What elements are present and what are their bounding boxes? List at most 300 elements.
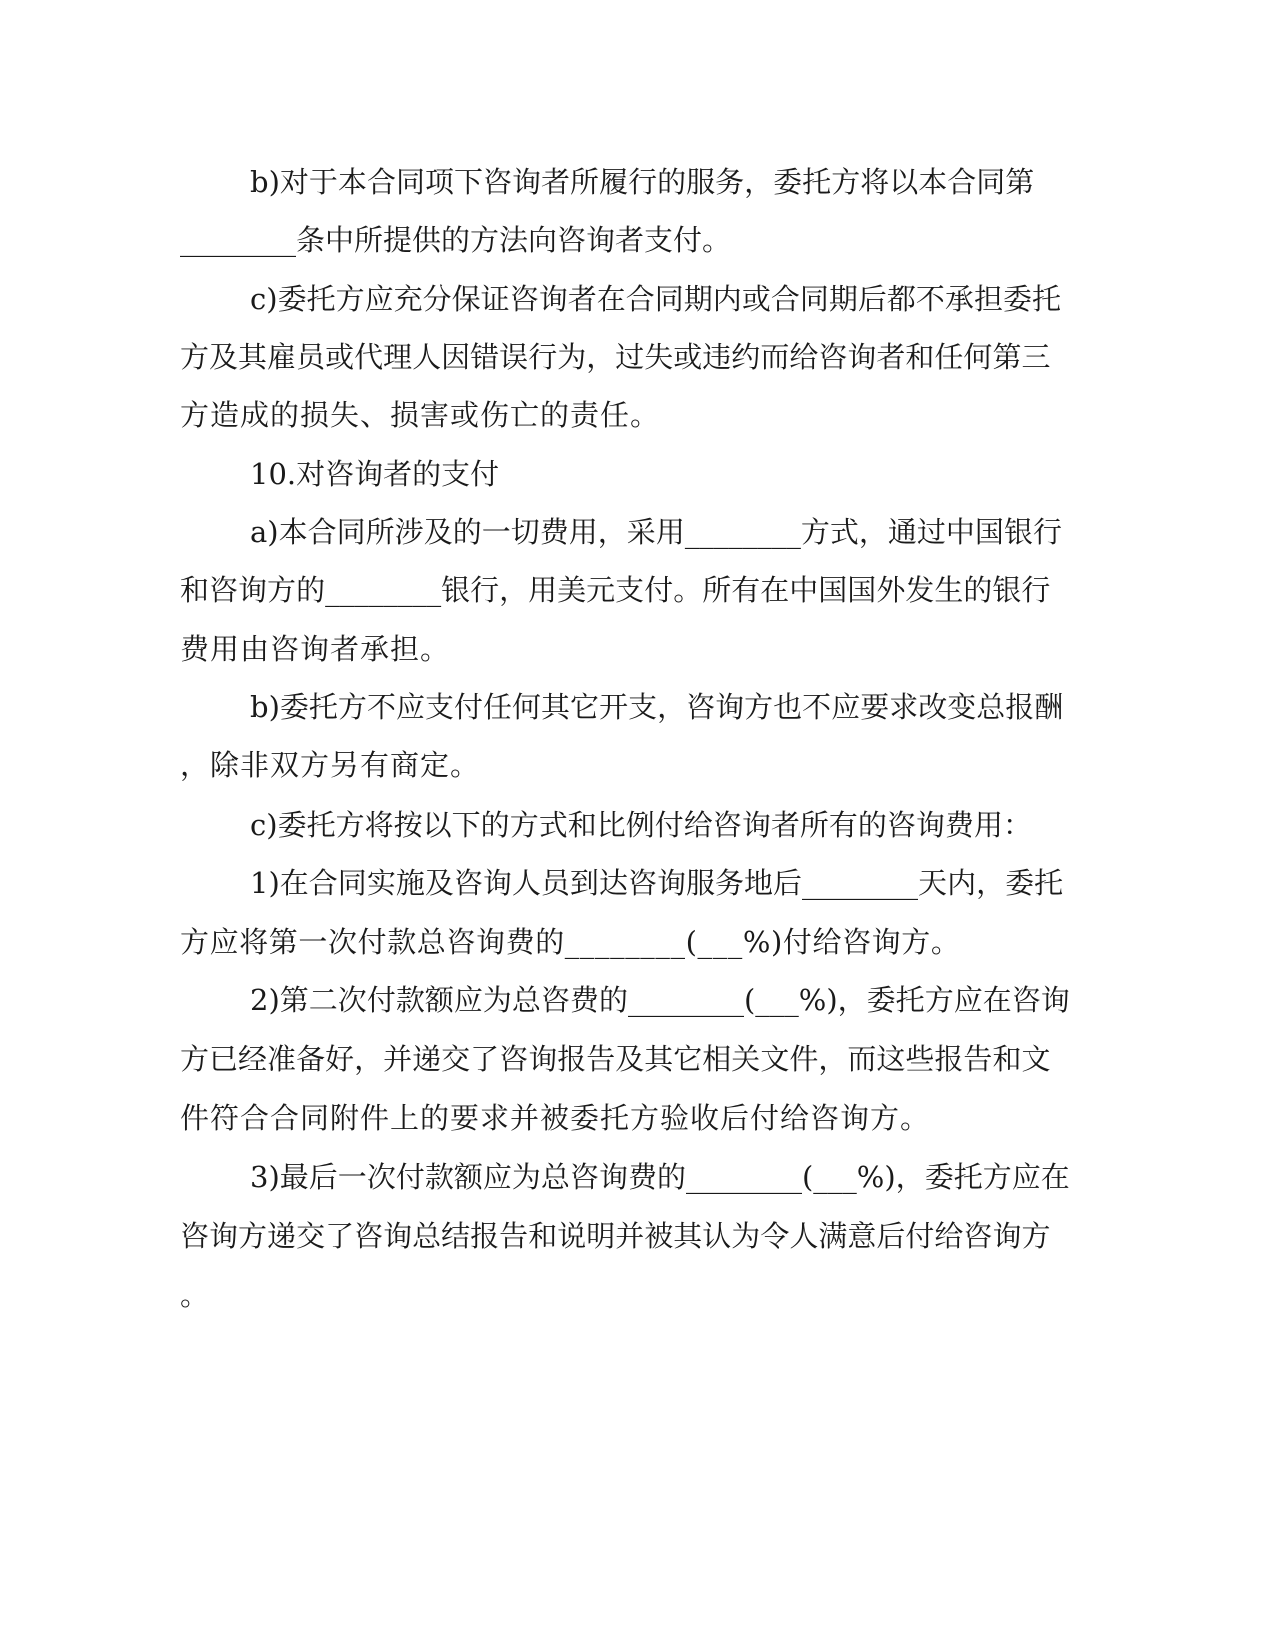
glyph: 应 [395,690,425,724]
item-3-final-payment-line-3: 。 [180,1278,210,1312]
glyph: 服 [685,866,715,900]
glyph: 交 [296,1219,326,1253]
glyph: 达 [598,866,628,900]
glyph: 托 [802,165,832,199]
glyph: 证 [480,282,510,316]
glyph: 次 [337,983,367,1017]
glyph: 失 [644,340,674,374]
glyph: 了 [325,1219,355,1253]
glyph: 询 [528,1042,558,1076]
glyph: 用 [528,573,558,607]
glyph: 款 [424,1160,454,1194]
glyph: 雇 [267,340,297,374]
glyph: 式 [829,515,859,549]
paragraph-a-fees-line-1 [250,515,1062,549]
glyph: 本 [337,165,367,199]
glyph: 误 [499,340,529,374]
glyph: 合 [307,515,337,549]
glyph: 咨 [1011,983,1041,1017]
glyph: c) [250,808,278,842]
glyph: 所 [570,165,600,199]
glyph: 咨 [509,282,539,316]
glyph: 保 [451,282,481,316]
glyph: ： [1002,808,1032,842]
glyph: 告 [499,1219,529,1253]
glyph: 约 [731,340,761,374]
glyph: 地 [744,866,774,900]
glyph: 询 [598,1160,628,1194]
glyph: 相 [702,1042,732,1076]
paragraph-c-guarantee-line-1 [250,282,1061,316]
glyph: 后 [857,282,887,316]
glyph: 报 [557,1042,587,1076]
glyph: 合 [366,165,396,199]
glyph: c) [250,282,278,316]
glyph: 内 [712,282,742,316]
glyph: 委 [279,690,309,724]
item-3-final-payment-line-1 [250,1160,1070,1194]
glyph: 用 [568,515,598,549]
section-heading-payment: 10.对咨询者的支付 [250,457,500,491]
glyph: 付 [654,808,684,842]
glyph: 内 [947,866,977,900]
glyph: 所 [799,808,829,842]
glyph: 1) [250,866,280,900]
glyph: 询 [656,866,686,900]
glyph: 国 [818,573,848,607]
glyph: 给 [683,808,713,842]
glyph: 人 [412,340,442,374]
glyph: 这 [876,1042,906,1076]
glyph: 过 [916,515,946,549]
glyph: 第 [992,340,1022,374]
glyph: 和 [528,1219,558,1253]
glyph: 咨 [209,573,239,607]
glyph: 酬 [1034,690,1064,724]
glyph: 者 [567,282,597,316]
glyph: b) [250,690,280,724]
glyph: 应 [482,1160,512,1194]
glyph: ， [586,340,616,374]
glyph: 的 [657,165,687,199]
glyph: 报 [934,1042,964,1076]
glyph: 询 [992,1219,1022,1253]
glyph: 其 [238,340,268,374]
glyph: 将 [860,165,890,199]
glyph: 合 [770,282,800,316]
glyph: 一 [337,1160,367,1194]
glyph: 咨 [963,1219,993,1253]
glyph: 代 [354,340,384,374]
glyph: 在 [596,282,626,316]
glyph: 错 [470,340,500,374]
glyph: 文 [760,1042,790,1076]
glyph: 了 [470,1042,500,1076]
glyph: 在 [982,983,1012,1017]
glyph: 员 [296,340,326,374]
glyph: 都 [886,282,916,316]
glyph: 务 [715,866,745,900]
glyph: 委 [1005,866,1035,900]
glyph: 后 [876,1219,906,1253]
glyph: 以 [422,808,452,842]
glyph: 其 [673,1219,703,1253]
glyph: 并 [615,1219,645,1253]
glyph: 到 [569,866,599,900]
glyph: 要 [860,690,890,724]
glyph: 并 [383,1042,413,1076]
glyph: 托 [306,808,336,842]
glyph: 总 [540,1160,570,1194]
glyph: 用 [973,808,1003,842]
glyph: 委 [277,282,307,316]
glyph: a) [250,515,279,549]
glyph: 为 [557,340,587,374]
glyph: 及 [209,340,239,374]
glyph: 同 [654,282,684,316]
glyph: 开 [599,690,629,724]
glyph: 咨 [540,983,570,1017]
glyph: 和 [180,573,210,607]
paragraph-a-fees-line-3: 费用由咨询者承担。 [180,632,451,666]
glyph: 方 [180,340,210,374]
glyph: 同 [799,282,829,316]
glyph: 认 [702,1219,732,1253]
glyph: 托 [1034,866,1064,900]
glyph: 何 [512,690,542,724]
glyph: 些 [905,1042,935,1076]
glyph: 为 [731,1219,761,1253]
glyph: 的 [452,515,482,549]
glyph: 以 [889,165,919,199]
item-1-first-payment-line-1 [250,866,1064,900]
glyph: 它 [570,690,600,724]
glyph: 和 [905,340,935,374]
glyph: 和 [992,1042,1022,1076]
glyph: ， [858,515,888,549]
glyph: 同 [336,515,366,549]
glyph: 的 [963,573,993,607]
glyph: 应 [364,282,394,316]
glyph: 者 [541,165,571,199]
glyph: 咨 [569,1160,599,1194]
glyph: 准 [267,1042,297,1076]
glyph: 付 [453,690,483,724]
glyph: 咨 [627,866,657,900]
glyph: 务 [715,165,745,199]
glyph: 式 [538,808,568,842]
glyph: 生 [934,573,964,607]
glyph: 方 [924,983,954,1017]
glyph: 应 [831,690,861,724]
glyph: 在 [279,866,309,900]
glyph: 中 [789,573,819,607]
glyph: 它 [673,1042,703,1076]
glyph: 付 [395,1160,425,1194]
glyph: 美 [557,573,587,607]
glyph: 或 [741,282,771,316]
glyph: 人 [789,1219,819,1253]
glyph: 分 [422,282,452,316]
glyph: 通 [887,515,917,549]
glyph: 方 [267,573,297,607]
glyph: 后 [308,1160,338,1194]
glyph: 支 [615,573,645,607]
glyph: 询 [715,690,745,724]
glyph: 文 [1021,1042,1051,1076]
glyph: 方 [238,1219,268,1253]
glyph: 方 [800,515,830,549]
glyph: 递 [267,1219,297,1253]
glyph: 询 [482,866,512,900]
glyph: 项 [424,165,454,199]
glyph: 总 [412,1219,442,1253]
glyph: 理 [383,340,413,374]
glyph: 例 [625,808,655,842]
paragraph-b-services-line-1 [250,165,1035,199]
glyph: 服 [686,165,716,199]
glyph: 委 [866,983,896,1017]
glyph: 托 [306,282,336,316]
glyph: ________ [802,866,919,900]
glyph: 报 [1005,690,1035,724]
glyph: 咨 [354,1219,384,1253]
glyph: 及 [424,866,454,900]
glyph: 其 [644,1042,674,1076]
glyph: 被 [644,1219,674,1253]
glyph: 的 [598,983,628,1017]
glyph: 后 [773,866,803,900]
glyph: 不 [802,690,832,724]
glyph: ， [499,573,529,607]
glyph: 在 [1040,1160,1070,1194]
glyph: 方 [831,165,861,199]
glyph: 意 [847,1219,877,1253]
glyph: ________ [325,573,442,607]
glyph: 将 [364,808,394,842]
glyph: 对 [279,165,309,199]
glyph: 费 [944,808,974,842]
glyph: 本 [278,515,308,549]
glyph: 合 [625,282,655,316]
glyph: 咨 [712,808,742,842]
glyph: 和 [567,808,597,842]
glyph: 托 [308,690,338,724]
glyph: 本 [918,165,948,199]
glyph: 外 [876,573,906,607]
glyph: 报 [470,1219,500,1253]
glyph: 方 [744,690,774,724]
glyph: 天 [918,866,948,900]
glyph: 因 [441,340,471,374]
glyph: 询 [512,165,542,199]
glyph: 第 [279,983,309,1017]
glyph: 不 [915,282,945,316]
glyph: 或 [325,340,355,374]
glyph: 咨 [686,690,716,724]
glyph: ， [818,1042,848,1076]
glyph: 咨 [453,866,483,900]
glyph: ________(___%) [685,1160,896,1194]
glyph: 额 [424,983,454,1017]
glyph: 委 [924,1160,954,1194]
glyph: 国 [847,573,877,607]
glyph: 已 [209,1042,239,1076]
paragraph-c-schedule-line-1 [250,808,1032,842]
glyph: 元 [586,573,616,607]
glyph: 采 [626,515,656,549]
glyph: 二 [308,983,338,1017]
glyph: 而 [760,340,790,374]
glyph: 的 [656,1160,686,1194]
glyph: 也 [773,690,803,724]
glyph: 行 [1021,573,1051,607]
glyph: 有 [731,573,761,607]
glyph: 咨 [499,1042,529,1076]
glyph: 。 [673,573,703,607]
glyph: 涉 [394,515,424,549]
glyph: 方 [335,808,365,842]
glyph: 总 [511,983,541,1017]
glyph: 应 [953,983,983,1017]
glyph: 结 [441,1219,471,1253]
glyph: 件 [789,1042,819,1076]
glyph: 担 [973,282,1003,316]
glyph: 合 [947,165,977,199]
glyph: 方 [509,808,539,842]
glyph: 额 [453,1160,483,1194]
glyph: 为 [511,1160,541,1194]
item-2-second-payment-line-2 [180,1042,1051,1076]
glyph: 的 [480,808,510,842]
glyph: 者 [876,340,906,374]
glyph: 款 [395,983,425,1017]
glyph: 何 [963,340,993,374]
glyph: 行 [628,165,658,199]
glyph: 咨 [180,1219,210,1253]
glyph: 次 [366,1160,396,1194]
glyph: 充 [393,282,423,316]
glyph: ________ [684,515,801,549]
glyph: 任 [934,340,964,374]
glyph: 应 [1011,1160,1041,1194]
glyph: 付 [366,983,396,1017]
glyph: 按 [393,808,423,842]
glyph: 同 [395,165,425,199]
glyph: 最 [279,1160,309,1194]
glyph: 方 [982,1160,1012,1194]
glyph: 合 [308,866,338,900]
glyph: 行 [1032,515,1062,549]
glyph: 求 [889,690,919,724]
glyph: 中 [945,515,975,549]
glyph: 所 [365,515,395,549]
glyph: 过 [615,340,645,374]
glyph: 用 [655,515,685,549]
glyph: 交 [441,1042,471,1076]
glyph: 银 [441,573,471,607]
glyph: 费 [569,983,599,1017]
glyph: 比 [596,808,626,842]
glyph: 支 [424,690,454,724]
glyph: 下 [451,808,481,842]
glyph: 及 [423,515,453,549]
glyph: 银 [992,573,1022,607]
glyph: 方 [337,690,367,724]
glyph: 银 [1003,515,1033,549]
glyph: 国 [974,515,1004,549]
paragraph-a-fees-line-2 [180,573,1051,607]
glyph: ， [744,165,774,199]
item-2-second-payment-line-3: 件符合合同附件上的要求并被委托方验收后付给咨询方。 [180,1101,931,1135]
glyph: 同 [976,165,1006,199]
glyph: 切 [510,515,540,549]
glyph: 承 [944,282,974,316]
glyph: 令 [760,1219,790,1253]
glyph: 方 [180,1042,210,1076]
glyph: 人 [511,866,541,900]
glyph: 备 [296,1042,326,1076]
glyph: 询 [238,573,268,607]
glyph: 及 [615,1042,645,1076]
glyph: 一 [481,515,511,549]
glyph: ， [976,866,1006,900]
glyph: 告 [586,1042,616,1076]
glyph: 施 [395,866,425,900]
glyph: 委 [1002,282,1032,316]
glyph: 履 [599,165,629,199]
glyph: 给 [934,1219,964,1253]
glyph: 期 [828,282,858,316]
glyph: 支 [628,690,658,724]
glyph: 行 [470,573,500,607]
glyph: 违 [702,340,732,374]
glyph: 2) [250,983,280,1017]
glyph: 行 [528,340,558,374]
glyph: 咨 [886,808,916,842]
glyph: 好 [325,1042,355,1076]
glyph: 的 [296,573,326,607]
glyph: 方 [335,282,365,316]
glyph: 询 [383,1219,413,1253]
glyph: ， [657,690,687,724]
glyph: 询 [741,808,771,842]
item-2-second-payment-line-1 [250,983,1070,1017]
paragraph-c-guarantee-line-2 [180,340,1051,374]
glyph: 委 [773,165,803,199]
glyph: 咨 [483,165,513,199]
glyph: 费 [627,1160,657,1194]
glyph: 任 [483,690,513,724]
glyph: 三 [1021,340,1051,374]
glyph: 满 [818,1219,848,1253]
glyph: 为 [482,983,512,1017]
glyph: 或 [673,340,703,374]
glyph: 实 [366,866,396,900]
glyph: 托 [953,1160,983,1194]
glyph: 的 [857,808,887,842]
glyph: 总 [976,690,1006,724]
glyph: 托 [895,983,925,1017]
glyph: 不 [366,690,396,724]
glyph: 有 [828,808,858,842]
glyph: 询 [538,282,568,316]
glyph: 经 [238,1042,268,1076]
glyph: ， [837,983,867,1017]
glyph: 托 [1031,282,1061,316]
paragraph-b-expenses-line-2: ，除非双方另有商定。 [180,748,481,782]
paragraph-c-guarantee-line-3: 方造成的损失、损害或伤亡的责任。 [180,398,661,432]
